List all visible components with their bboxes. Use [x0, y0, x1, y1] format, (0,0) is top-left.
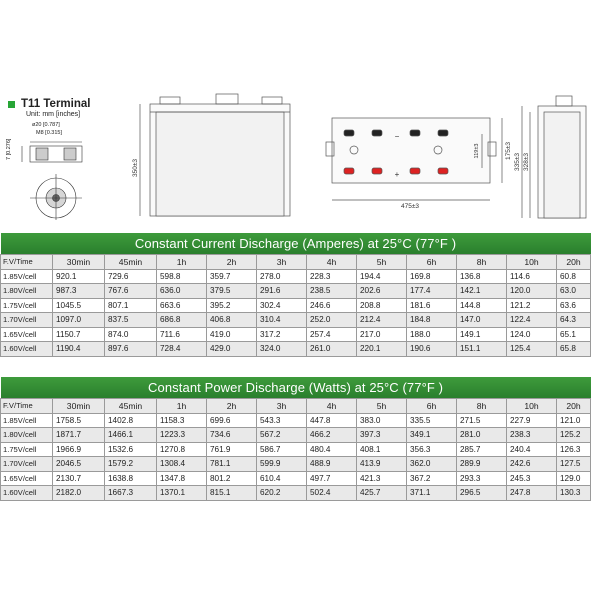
table-cell: 1223.3 [157, 428, 207, 443]
table-header-row [1, 399, 591, 414]
table-cell: 543.3 [257, 413, 307, 428]
table-cell: 278.0 [257, 269, 307, 284]
table-cell: 124.0 [507, 327, 557, 342]
terminal-outer-diameter: ø20 [0.787] [32, 122, 60, 128]
table-cell: 1308.4 [157, 457, 207, 472]
column-header: 10h [507, 255, 557, 270]
table-cell: 184.8 [407, 313, 457, 328]
table-cell: 636.0 [157, 284, 207, 299]
table-cell: 837.5 [105, 313, 157, 328]
column-header: 3h [257, 255, 307, 270]
table-cell: 1579.2 [105, 457, 157, 472]
table-cell: 324.0 [257, 342, 307, 357]
table-cell: 120.0 [507, 284, 557, 299]
front-height-dimension: 350±3 [132, 158, 139, 178]
table-cell: 144.8 [457, 298, 507, 313]
table-cell: 289.9 [457, 457, 507, 472]
column-header: 6h [407, 255, 457, 270]
table-cell: 65.8 [557, 342, 591, 357]
table-cell: 335.5 [407, 413, 457, 428]
table-row [1, 471, 591, 486]
table-cell: 729.6 [105, 269, 157, 284]
power-table-caption: Constant Power Discharge (Watts) at 25°C (77°F ) [1, 377, 591, 399]
column-header: 4h [307, 255, 357, 270]
table-cell: 147.0 [457, 313, 507, 328]
column-header: 8h [457, 255, 507, 270]
table-cell: 60.8 [557, 269, 591, 284]
column-header: 6h [407, 399, 457, 414]
table-cell: 367.2 [407, 471, 457, 486]
table-cell: 699.6 [207, 413, 257, 428]
table-cell: 1347.8 [157, 471, 207, 486]
table-cell: 663.6 [157, 298, 207, 313]
table-cell: 177.4 [407, 284, 457, 299]
terminal-bolt-size: M8 [0.315] [36, 130, 62, 136]
table-cell: 356.3 [407, 442, 457, 457]
table-cell: 567.2 [257, 428, 307, 443]
table-cell: 151.1 [457, 342, 507, 357]
table-cell: 130.3 [557, 486, 591, 501]
table-cell: 447.8 [307, 413, 357, 428]
row-header: 1.80V/cell [1, 284, 53, 299]
table-cell: 383.0 [357, 413, 407, 428]
table-cell: 761.9 [207, 442, 257, 457]
table-row [1, 342, 591, 357]
table-cell: 194.4 [357, 269, 407, 284]
table-cell: 129.0 [557, 471, 591, 486]
side-height-dimension-2: 328±3 [523, 152, 530, 172]
table-cell: 897.6 [105, 342, 157, 357]
table-cell: 1150.7 [53, 327, 105, 342]
table-cell: 379.5 [207, 284, 257, 299]
table-cell: 413.9 [357, 457, 407, 472]
table-cell: 349.1 [407, 428, 457, 443]
side-view-drawing [522, 96, 586, 218]
constant-power-table [0, 377, 591, 501]
table-row [1, 269, 591, 284]
table-cell: 362.0 [407, 457, 457, 472]
table-cell: 125.2 [557, 428, 591, 443]
row-header: 1.70V/cell [1, 313, 53, 328]
column-header: 20h [557, 255, 591, 270]
table-cell: 502.4 [307, 486, 357, 501]
table-cell: 2182.0 [53, 486, 105, 501]
current-table-body [1, 255, 591, 357]
table-cell: 212.4 [357, 313, 407, 328]
table-cell: 395.2 [207, 298, 257, 313]
corner-header: F.V/Time [1, 255, 53, 270]
table-cell: 610.4 [257, 471, 307, 486]
table-cell: 202.6 [357, 284, 407, 299]
table-cell: 466.2 [307, 428, 357, 443]
table-cell: 734.6 [207, 428, 257, 443]
row-header: 1.65V/cell [1, 327, 53, 342]
row-header: 1.60V/cell [1, 486, 53, 501]
column-header: 3h [257, 399, 307, 414]
row-header: 1.85V/cell [1, 269, 53, 284]
column-header: 2h [207, 255, 257, 270]
row-header: 1.80V/cell [1, 428, 53, 443]
row-header: 1.85V/cell [1, 413, 53, 428]
table-cell: 1370.1 [157, 486, 207, 501]
table-cell: 208.8 [357, 298, 407, 313]
column-header: 4h [307, 399, 357, 414]
table-cell: 188.0 [407, 327, 457, 342]
table-cell: 271.5 [457, 413, 507, 428]
table-cell: 371.1 [407, 486, 457, 501]
table-cell: 429.0 [207, 342, 257, 357]
table-cell: 293.3 [457, 471, 507, 486]
row-header: 1.75V/cell [1, 442, 53, 457]
table-cell: 247.8 [507, 486, 557, 501]
table-cell: 296.5 [457, 486, 507, 501]
positive-symbol: + [394, 170, 400, 179]
table-cell: 228.3 [307, 269, 357, 284]
table-cell: 2130.7 [53, 471, 105, 486]
row-header: 1.60V/cell [1, 342, 53, 357]
table-cell: 220.1 [357, 342, 407, 357]
table-cell: 246.6 [307, 298, 357, 313]
table-cell: 728.4 [157, 342, 207, 357]
table-cell: 1667.3 [105, 486, 157, 501]
table-cell: 261.0 [307, 342, 357, 357]
table-row [1, 442, 591, 457]
table-cell: 227.9 [507, 413, 557, 428]
table-cell: 408.1 [357, 442, 407, 457]
table-cell: 686.8 [157, 313, 207, 328]
table-cell: 397.3 [357, 428, 407, 443]
table-cell: 257.4 [307, 327, 357, 342]
table-cell: 281.0 [457, 428, 507, 443]
table-cell: 63.6 [557, 298, 591, 313]
table-cell: 1158.3 [157, 413, 207, 428]
table-cell: 245.3 [507, 471, 557, 486]
table-cell: 920.1 [53, 269, 105, 284]
table-cell: 480.4 [307, 442, 357, 457]
table-cell: 874.0 [105, 327, 157, 342]
table-cell: 1532.6 [105, 442, 157, 457]
column-header: 5h [357, 399, 407, 414]
table-cell: 149.1 [457, 327, 507, 342]
table-cell: 1402.8 [105, 413, 157, 428]
column-header: 20h [557, 399, 591, 414]
table-cell: 114.6 [507, 269, 557, 284]
table-cell: 122.4 [507, 313, 557, 328]
constant-current-table [0, 233, 591, 357]
table-cell: 310.4 [257, 313, 307, 328]
table-cell: 599.9 [257, 457, 307, 472]
table-cell: 142.1 [457, 284, 507, 299]
row-header: 1.70V/cell [1, 457, 53, 472]
table-cell: 425.7 [357, 486, 407, 501]
table-cell: 252.0 [307, 313, 357, 328]
column-header: 2h [207, 399, 257, 414]
table-cell: 815.1 [207, 486, 257, 501]
row-header: 1.75V/cell [1, 298, 53, 313]
table-cell: 801.2 [207, 471, 257, 486]
side-height-dimension: 335±3 [514, 152, 521, 172]
table-row [1, 428, 591, 443]
table-cell: 1466.1 [105, 428, 157, 443]
table-cell: 291.6 [257, 284, 307, 299]
table-header-row [1, 255, 591, 270]
table-row [1, 313, 591, 328]
table-row [1, 486, 591, 501]
table-cell: 1758.5 [53, 413, 105, 428]
table-cell: 406.8 [207, 313, 257, 328]
table-cell: 586.7 [257, 442, 307, 457]
table-cell: 136.8 [457, 269, 507, 284]
column-header: 1h [157, 399, 207, 414]
length-dimension: 475±3 [400, 203, 420, 210]
table-cell: 317.2 [257, 327, 307, 342]
column-header: 45min [105, 399, 157, 414]
table-row [1, 457, 591, 472]
table-cell: 190.6 [407, 342, 457, 357]
table-cell: 240.4 [507, 442, 557, 457]
table-cell: 181.6 [407, 298, 457, 313]
negative-symbol: − [394, 132, 400, 141]
table-cell: 421.3 [357, 471, 407, 486]
table-cell: 497.7 [307, 471, 357, 486]
table-row [1, 327, 591, 342]
column-header: 5h [357, 255, 407, 270]
table-cell: 65.1 [557, 327, 591, 342]
column-header: 1h [157, 255, 207, 270]
table-cell: 767.6 [105, 284, 157, 299]
table-cell: 359.7 [207, 269, 257, 284]
table-cell: 987.3 [53, 284, 105, 299]
battery-drawings [0, 90, 600, 220]
inner-width-dimension: 119±3 [474, 143, 480, 159]
table-cell: 63.0 [557, 284, 591, 299]
table-cell: 488.9 [307, 457, 357, 472]
table-cell: 238.5 [307, 284, 357, 299]
front-view-drawing [140, 94, 290, 216]
table-cell: 1871.7 [53, 428, 105, 443]
column-header: 30min [53, 399, 105, 414]
table-cell: 121.2 [507, 298, 557, 313]
column-header: 8h [457, 399, 507, 414]
corner-header: F.V/Time [1, 399, 53, 414]
width-dimension: 175±3 [505, 141, 512, 161]
table-cell: 126.3 [557, 442, 591, 457]
table-row [1, 298, 591, 313]
terminal-height: 7 [0.276] [6, 138, 12, 160]
terminal-side-drawing [22, 142, 82, 162]
table-cell: 121.0 [557, 413, 591, 428]
table-cell: 620.2 [257, 486, 307, 501]
table-cell: 1270.8 [157, 442, 207, 457]
table-cell: 1190.4 [53, 342, 105, 357]
unit-label: Unit: mm [inches] [26, 111, 81, 118]
table-cell: 125.4 [507, 342, 557, 357]
table-cell: 127.5 [557, 457, 591, 472]
power-table-body [1, 399, 591, 501]
table-row [1, 413, 591, 428]
table-cell: 217.0 [357, 327, 407, 342]
table-cell: 1638.8 [105, 471, 157, 486]
table-cell: 169.8 [407, 269, 457, 284]
table-cell: 1966.9 [53, 442, 105, 457]
table-cell: 1097.0 [53, 313, 105, 328]
table-cell: 302.4 [257, 298, 307, 313]
column-header: 10h [507, 399, 557, 414]
table-cell: 285.7 [457, 442, 507, 457]
table-row [1, 284, 591, 299]
table-cell: 807.1 [105, 298, 157, 313]
terminal-title-text: T11 Terminal [21, 98, 91, 110]
table-cell: 419.0 [207, 327, 257, 342]
table-cell: 2046.5 [53, 457, 105, 472]
terminal-top-drawing [30, 174, 82, 220]
current-table-caption: Constant Current Discharge (Amperes) at 25°C (77°F ) [1, 233, 591, 255]
table-cell: 1045.5 [53, 298, 105, 313]
table-cell: 238.3 [507, 428, 557, 443]
row-header: 1.65V/cell [1, 471, 53, 486]
table-cell: 242.6 [507, 457, 557, 472]
table-cell: 781.1 [207, 457, 257, 472]
column-header: 45min [105, 255, 157, 270]
table-cell: 598.8 [157, 269, 207, 284]
table-cell: 64.3 [557, 313, 591, 328]
table-cell: 711.6 [157, 327, 207, 342]
column-header: 30min [53, 255, 105, 270]
